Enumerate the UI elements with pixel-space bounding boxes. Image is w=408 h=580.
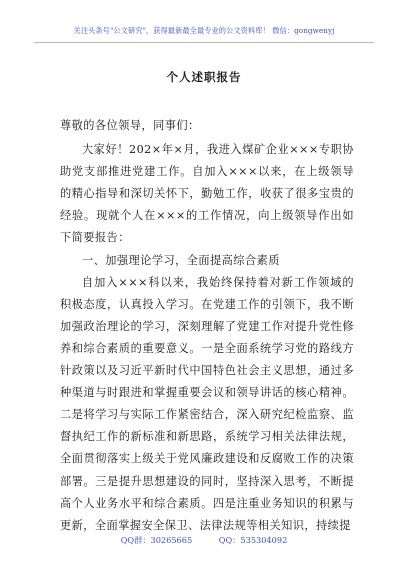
header-banner: 关注头条号"公文研究"，获得最新最全最专业的公文资料库！ 微信：gongwenyj	[73, 26, 335, 35]
section-paragraph: 自加入×××科以来，我始终保持着对新工作领域的积极态度，认真投入学习。在党建工作的引领下，我不断加强政治理论的学习，深刻理解了党建工作对提升党性修养和综合素质的重要意义。一是全面系统学习党的路线方针政策以及习近平新时代中国特色社会主义思想，通过多种渠道与时跟进和掌握重要会议和领导讲话的核心精神。二是将学习与实际工作紧密结合，深入研究纪检监察、监督执纪工作的新标准和新思路，系统学习相关法律法规，全面贯彻落实上级关于党风廉政建设和反腐败工作的决策部署。三是提升思想建设的同时，坚持深入思考，不断提高个人业务水平和综合素质。四是注重业务知识的积累与更新，全面掌握安全保卫、法律法规等相关知识，持续提	[60, 275, 354, 532]
footer-contact	[0, 535, 408, 546]
footer-qq-number: QQ：535304092	[218, 535, 288, 545]
salutation: 尊敬的各位领导，同事们：	[60, 119, 200, 132]
intro-paragraph: 大家好！202×年×月，我进入煤矿企业×××专职协助党支部推进党建工作。自加入×××以来，在上级领导的精心指导和深切关怀下，勤勉工作，收获了很多宝贵的经验。现就个人在×××的工作情况，向上级领导作出如下简要报告：	[60, 143, 354, 245]
section-heading: 一、加强理论学习，全面提高综合素质	[82, 253, 280, 267]
footer-qq-group: QQ群：30265665	[120, 535, 193, 545]
header-divider	[34, 42, 374, 43]
document-title: 个人述职报告	[166, 70, 242, 84]
document-body	[60, 115, 354, 537]
